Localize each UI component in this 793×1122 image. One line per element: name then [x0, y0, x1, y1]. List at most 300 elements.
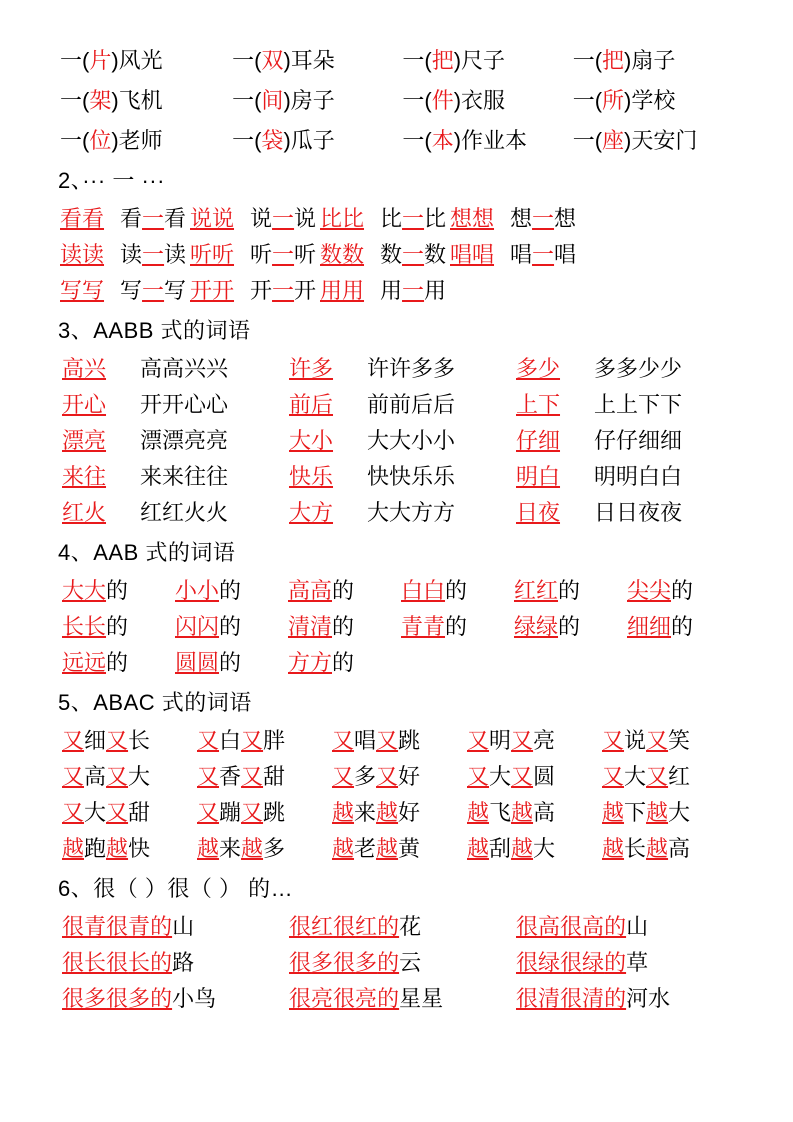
phrase-suffix: )尺子: [453, 48, 506, 73]
word-b: 刮: [489, 836, 512, 861]
phrase-suffix: )房子: [283, 88, 335, 113]
word-aa: 开开: [190, 278, 235, 303]
phrase-item: [232, 44, 402, 78]
section-6-title: 6、很（ ）很（ ） 的…: [58, 876, 294, 901]
word-base: 快乐: [289, 464, 334, 489]
phrase-suffix: )作业本: [453, 128, 528, 153]
word-b: 青: [84, 914, 107, 939]
word-item: [62, 460, 289, 494]
word-d: 青: [128, 914, 151, 939]
word-item: [602, 832, 737, 866]
word-base: 前后: [289, 392, 334, 417]
word-de: 的: [106, 650, 129, 675]
word-d: 高: [582, 914, 605, 939]
word-item: [516, 496, 743, 530]
word-item: [62, 424, 289, 458]
word-aabb: 来来往往: [140, 464, 229, 489]
word-item: [62, 910, 289, 944]
word-noun: 小鸟: [172, 986, 217, 1011]
phrase-measure-word: 架: [89, 88, 112, 113]
word-c: 很: [560, 914, 583, 939]
word-de: 的: [150, 986, 173, 1011]
word-aabb: 上上下下: [594, 392, 683, 417]
word-a: 又: [197, 728, 220, 753]
word-de: 的: [106, 614, 129, 639]
word-a2: 读: [164, 242, 187, 267]
word-aa: 方方: [288, 650, 333, 675]
word-base: 大小: [289, 428, 334, 453]
word-a1: 开: [250, 278, 273, 303]
word-a2: 看: [164, 206, 187, 231]
phrase-prefix: 一(: [402, 128, 432, 153]
word-d: 高: [533, 800, 556, 825]
phrase-row: [58, 84, 743, 118]
word-item: [175, 610, 288, 644]
phrase-measure-word: 双: [261, 48, 284, 73]
word-item: [516, 982, 743, 1016]
word-c: 很: [333, 986, 356, 1011]
word-b: 唱: [354, 728, 377, 753]
word-row: [58, 646, 743, 680]
word-noun: 路: [172, 950, 195, 975]
word-item: [190, 202, 320, 236]
word-row: [58, 352, 743, 386]
word-c: 很: [560, 986, 583, 1011]
word-item: [450, 202, 580, 236]
word-c: 又: [241, 800, 264, 825]
word-aa: 闪闪: [175, 614, 220, 639]
word-aa: 圆圆: [175, 650, 220, 675]
word-item: [332, 796, 467, 830]
word-d: 大: [128, 764, 151, 789]
word-b: 长: [84, 950, 107, 975]
word-noun: 草: [626, 950, 649, 975]
word-item: [467, 832, 602, 866]
word-de: 的: [106, 578, 129, 603]
word-d: 好: [398, 800, 421, 825]
phrase-prefix: 一(: [232, 128, 262, 153]
word-item: [197, 796, 332, 830]
phrase-item: [60, 84, 232, 118]
word-item: [602, 760, 737, 794]
word-aabb: 快快乐乐: [367, 464, 456, 489]
word-a: 又: [467, 764, 490, 789]
word-aabb: 大大方方: [367, 500, 456, 525]
word-a1: 唱: [510, 242, 533, 267]
word-aa: 清清: [288, 614, 333, 639]
word-b: 多: [84, 986, 107, 1011]
word-a: 很: [289, 950, 312, 975]
word-a: 又: [62, 728, 85, 753]
word-row: [58, 946, 743, 980]
word-c: 越: [376, 836, 399, 861]
word-d: 多: [355, 950, 378, 975]
phrase-item: [573, 44, 743, 78]
word-item: [450, 238, 580, 272]
word-a1: 读: [120, 242, 143, 267]
word-a2: 比: [424, 206, 447, 231]
word-de: 的: [671, 614, 694, 639]
phrase-suffix: )老师: [111, 128, 163, 153]
phrase-measure-word: 件: [431, 88, 454, 113]
word-aa: 唱唱: [450, 242, 495, 267]
word-item: [289, 388, 516, 422]
word-a: 又: [62, 800, 85, 825]
word-b: 高: [538, 914, 561, 939]
word-d: 多: [128, 986, 151, 1011]
word-yi: 一: [402, 206, 425, 231]
word-de: 的: [604, 950, 627, 975]
phrase-measure-word: 本: [431, 128, 454, 153]
word-item: [467, 760, 602, 794]
section-aab: [58, 574, 743, 680]
word-item: [289, 460, 516, 494]
phrase-prefix: 一(: [572, 128, 603, 153]
word-row: [58, 796, 743, 830]
word-a: 越: [197, 836, 220, 861]
word-a1: 用: [380, 278, 403, 303]
word-aa: 说说: [190, 206, 235, 231]
word-a: 很: [516, 986, 539, 1011]
word-row: [58, 274, 743, 308]
word-de: 的: [150, 950, 173, 975]
word-item: [332, 832, 467, 866]
word-item: [62, 574, 175, 608]
word-d: 大: [533, 836, 556, 861]
word-yi: 一: [142, 278, 165, 303]
word-c: 越: [376, 800, 399, 825]
section-quantifiers: [58, 44, 743, 158]
word-d: 甜: [263, 764, 286, 789]
word-a2: 数: [424, 242, 447, 267]
word-item: [401, 610, 514, 644]
word-row: [58, 238, 743, 272]
word-b: 来: [219, 836, 242, 861]
word-item: [516, 388, 743, 422]
word-d: 多: [263, 836, 286, 861]
word-item: [627, 610, 740, 644]
word-d: 大: [668, 800, 691, 825]
phrase-measure-word: 片: [89, 48, 112, 73]
word-b: 红: [311, 914, 334, 939]
word-c: 很: [333, 914, 356, 939]
word-a2: 用: [424, 278, 447, 303]
phrase-suffix: )学校: [624, 88, 676, 113]
phrase-suffix: )风光: [111, 48, 163, 73]
section-2-title: 2、··· 一 ···: [58, 168, 165, 193]
section-abac: [58, 724, 743, 866]
word-aa: 青青: [401, 614, 446, 639]
word-a: 越: [602, 800, 625, 825]
word-noun: 星星: [399, 986, 444, 1011]
word-c: 又: [376, 764, 399, 789]
word-c: 又: [646, 728, 669, 753]
word-item: [332, 724, 467, 758]
word-a: 越: [467, 800, 490, 825]
word-aa: 数数: [320, 242, 365, 267]
word-c: 越: [511, 836, 534, 861]
word-base: 明白: [516, 464, 561, 489]
word-aa: 用用: [320, 278, 365, 303]
word-b: 清: [538, 986, 561, 1011]
word-de: 的: [604, 914, 627, 939]
word-d: 跳: [398, 728, 421, 753]
word-item: [62, 832, 197, 866]
word-a: 越: [602, 836, 625, 861]
word-yi: 一: [272, 242, 295, 267]
phrase-item: [402, 124, 572, 158]
word-item: [320, 202, 450, 236]
phrase-item: [232, 124, 402, 158]
word-c: 又: [106, 728, 129, 753]
word-a1: 比: [380, 206, 403, 231]
word-d: 甜: [128, 800, 151, 825]
word-aabb: 多多少少: [594, 356, 683, 381]
word-item: [516, 424, 743, 458]
phrase-prefix: 一(: [60, 48, 90, 73]
word-item: [62, 724, 197, 758]
word-a1: 想: [510, 206, 533, 231]
phrase-measure-word: 把: [431, 48, 454, 73]
word-item: [516, 460, 743, 494]
word-a: 很: [516, 950, 539, 975]
word-yi: 一: [402, 278, 425, 303]
phrase-item: [573, 84, 743, 118]
word-b: 蹦: [219, 800, 242, 825]
word-d: 红: [355, 914, 378, 939]
word-b: 绿: [538, 950, 561, 975]
word-a2: 说: [294, 206, 317, 231]
word-b: 跑: [84, 836, 107, 861]
word-item: [62, 610, 175, 644]
word-aabb: 许许多多: [367, 356, 456, 381]
phrase-item: [402, 84, 572, 118]
phrase-row: [58, 124, 743, 158]
section-hen-pattern: [58, 910, 743, 1016]
word-item: [514, 574, 627, 608]
word-c: 很: [106, 950, 129, 975]
word-a: 又: [197, 800, 220, 825]
phrase-item: [573, 124, 743, 158]
word-base: 许多: [289, 356, 334, 381]
word-de: 的: [445, 578, 468, 603]
phrase-suffix: )扇子: [624, 48, 676, 73]
word-item: [289, 352, 516, 386]
word-row: [58, 202, 743, 236]
word-aa: 红红: [514, 578, 559, 603]
word-aabb: 仔仔细细: [594, 428, 683, 453]
word-aa: 尖尖: [627, 578, 672, 603]
word-aa: 细细: [627, 614, 672, 639]
word-c: 又: [241, 728, 264, 753]
word-item: [62, 352, 289, 386]
word-b: 白: [219, 728, 242, 753]
phrase-item: [402, 44, 572, 78]
word-b: 说: [624, 728, 647, 753]
word-row: [58, 574, 743, 608]
word-item: [289, 496, 516, 530]
word-a2: 开: [294, 278, 317, 303]
word-item: [289, 424, 516, 458]
word-a: 很: [62, 914, 85, 939]
word-c: 又: [376, 728, 399, 753]
phrase-row: [58, 44, 743, 78]
word-a: 越: [467, 836, 490, 861]
word-d: 好: [398, 764, 421, 789]
phrase-item: [60, 124, 232, 158]
word-aa: 听听: [190, 242, 235, 267]
phrase-prefix: 一(: [232, 48, 262, 73]
word-aa: 读读: [60, 242, 105, 267]
word-c: 很: [106, 914, 129, 939]
word-d: 红: [668, 764, 691, 789]
word-item: [332, 760, 467, 794]
section-5-title: 5、ABAC 式的词语: [58, 690, 252, 715]
word-noun: 花: [399, 914, 422, 939]
word-b: 细: [84, 728, 107, 753]
word-item: [62, 388, 289, 422]
word-aabb: 大大小小: [367, 428, 456, 453]
word-b: 飞: [489, 800, 512, 825]
word-de: 的: [558, 578, 581, 603]
word-aabb: 高高兴兴: [140, 356, 229, 381]
word-noun: 河水: [626, 986, 671, 1011]
word-a: 又: [467, 728, 490, 753]
word-d: 清: [582, 986, 605, 1011]
word-row: [58, 832, 743, 866]
word-de: 的: [377, 986, 400, 1011]
word-aabb: 明明白白: [594, 464, 683, 489]
word-a2: 想: [554, 206, 577, 231]
phrase-prefix: 一(: [572, 48, 603, 73]
word-d: 胖: [263, 728, 286, 753]
word-item: [60, 238, 190, 272]
word-yi: 一: [272, 206, 295, 231]
word-c: 很: [560, 950, 583, 975]
word-item: [60, 202, 190, 236]
phrase-suffix: )衣服: [453, 88, 506, 113]
word-aa: 小小: [175, 578, 220, 603]
word-item: [60, 274, 190, 308]
word-d: 圆: [533, 764, 556, 789]
phrase-suffix: )天安门: [624, 128, 698, 153]
word-d: 亮: [355, 986, 378, 1011]
phrase-prefix: 一(: [402, 48, 432, 73]
word-c: 又: [511, 728, 534, 753]
word-item: [467, 796, 602, 830]
word-b: 明: [489, 728, 512, 753]
word-row: [58, 496, 743, 530]
phrase-suffix: )耳朵: [283, 48, 335, 73]
word-aa: 高高: [288, 578, 333, 603]
word-base: 仔细: [516, 428, 561, 453]
phrase-measure-word: 座: [602, 128, 625, 153]
word-c: 越: [241, 836, 264, 861]
word-base: 多少: [516, 356, 561, 381]
word-b: 高: [84, 764, 107, 789]
word-a2: 听: [294, 242, 317, 267]
word-b: 老: [354, 836, 377, 861]
word-aabb: 漂漂亮亮: [140, 428, 229, 453]
word-de: 的: [150, 914, 173, 939]
word-c: 又: [241, 764, 264, 789]
word-item: [516, 910, 743, 944]
word-d: 笑: [668, 728, 691, 753]
phrase-measure-word: 位: [89, 128, 112, 153]
word-a: 很: [62, 986, 85, 1011]
word-a: 很: [289, 914, 312, 939]
word-yi: 一: [142, 206, 165, 231]
word-aa: 比比: [320, 206, 365, 231]
word-base: 日夜: [516, 500, 561, 525]
word-aa: 绿绿: [514, 614, 559, 639]
word-base: 来往: [62, 464, 107, 489]
word-row: [58, 424, 743, 458]
word-d: 跳: [263, 800, 286, 825]
word-d: 长: [128, 950, 151, 975]
word-yi: 一: [402, 242, 425, 267]
phrase-prefix: 一(: [60, 88, 90, 113]
word-item: [514, 610, 627, 644]
word-de: 的: [332, 614, 355, 639]
word-a: 又: [332, 764, 355, 789]
word-item: [288, 574, 401, 608]
word-item: [190, 274, 320, 308]
word-c: 又: [106, 764, 129, 789]
word-d: 高: [668, 836, 691, 861]
phrase-prefix: 一(: [402, 88, 432, 113]
word-a1: 说: [250, 206, 273, 231]
word-row: [58, 724, 743, 758]
word-noun: 山: [626, 914, 649, 939]
phrase-prefix: 一(: [572, 88, 603, 113]
word-item: [62, 946, 289, 980]
word-item: [197, 760, 332, 794]
word-item: [62, 496, 289, 530]
word-base: 上下: [516, 392, 561, 417]
word-c: 又: [646, 764, 669, 789]
word-aa: 写写: [60, 278, 105, 303]
word-de: 的: [219, 650, 242, 675]
word-aa: 白白: [401, 578, 446, 603]
section-reduplication-ayia: [58, 202, 743, 308]
word-a1: 数: [380, 242, 403, 267]
word-a2: 写: [164, 278, 187, 303]
word-aa: 远远: [62, 650, 107, 675]
word-yi: 一: [272, 278, 295, 303]
word-de: 的: [445, 614, 468, 639]
word-c: 越: [106, 836, 129, 861]
word-row: [58, 760, 743, 794]
word-a1: 写: [120, 278, 143, 303]
word-row: [58, 982, 743, 1016]
word-a1: 听: [250, 242, 273, 267]
word-yi: 一: [532, 206, 555, 231]
word-a: 又: [197, 764, 220, 789]
word-d: 黄: [398, 836, 421, 861]
word-item: [320, 238, 450, 272]
word-base: 红火: [62, 500, 107, 525]
word-item: [516, 352, 743, 386]
section-4-title: 4、AAB 式的词语: [58, 540, 236, 565]
phrase-suffix: )飞机: [111, 88, 163, 113]
word-de: 的: [332, 578, 355, 603]
word-item: [288, 610, 401, 644]
word-de: 的: [671, 578, 694, 603]
word-row: [58, 460, 743, 494]
word-a: 很: [62, 950, 85, 975]
word-a: 越: [62, 836, 85, 861]
